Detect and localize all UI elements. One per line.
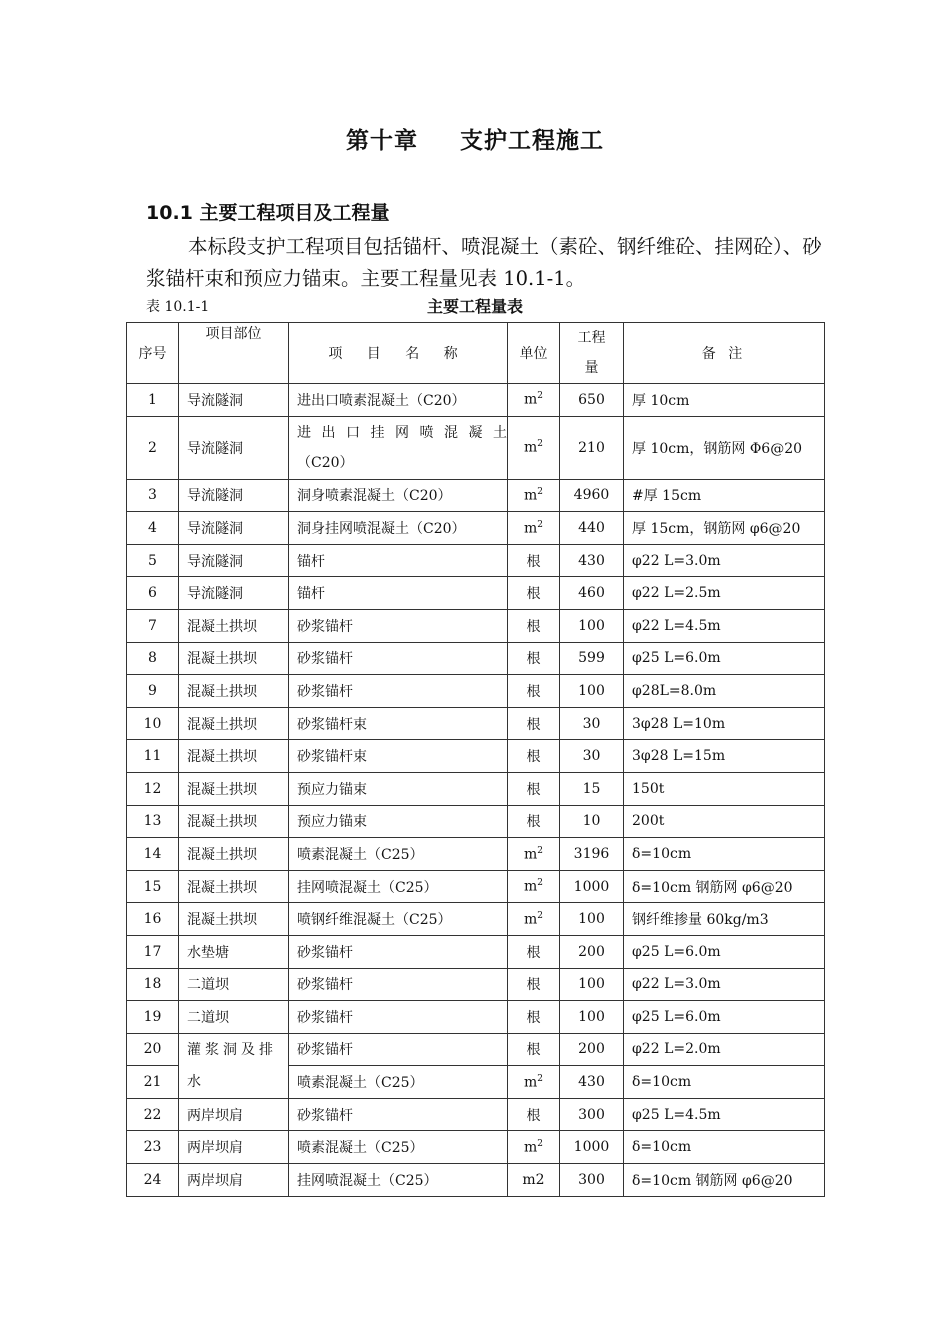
row-location: 混凝土拱坝	[179, 675, 289, 708]
row-unit-text: 根	[526, 586, 541, 603]
row-note: 厚 10cm，钢筋网 Φ6@20	[624, 416, 825, 479]
table-header-row	[127, 323, 825, 384]
row-unit	[508, 642, 560, 675]
row-unit	[508, 740, 560, 773]
row-location: 混凝土拱坝	[179, 707, 289, 740]
row-note: φ25 L=6.0m	[624, 935, 825, 968]
row-no: 1	[127, 384, 179, 417]
row-note: φ22 L=2.0m	[624, 1033, 825, 1066]
row-quantity: 440	[560, 512, 624, 545]
table-row	[127, 642, 825, 675]
row-unit-superscript: 2	[537, 487, 543, 498]
section-heading: 10.1 主要工程项目及工程量	[146, 202, 390, 224]
row-unit-text: 根	[526, 651, 541, 668]
row-quantity: 200	[560, 1033, 624, 1066]
row-unit-superscript: 2	[537, 878, 543, 889]
row-name: 锚杆	[289, 577, 508, 610]
row-location: 导流隧洞	[179, 512, 289, 545]
row-unit	[508, 1001, 560, 1034]
row-unit	[508, 903, 560, 936]
table-row	[127, 1001, 825, 1034]
row-quantity: 599	[560, 642, 624, 675]
row-note: φ25 L=6.0m	[624, 1001, 825, 1034]
row-note: δ=10cm 钢筋网 φ6@20	[624, 1164, 825, 1197]
row-unit	[508, 1131, 560, 1164]
row-unit-text: m2	[522, 1171, 545, 1188]
row-name: 洞身挂网喷混凝土（C20）	[289, 512, 508, 545]
chapter-name: 支护工程施工	[460, 128, 604, 154]
row-unit-text: m	[523, 1139, 538, 1156]
row-no: 3	[127, 479, 179, 512]
row-note: φ25 L=4.5m	[624, 1098, 825, 1131]
row-note: 200t	[624, 805, 825, 838]
table-row	[127, 512, 825, 545]
row-unit-superscript: 2	[537, 519, 543, 530]
row-name: 锚杆	[289, 544, 508, 577]
row-no: 24	[127, 1164, 179, 1197]
header-name: 项 目 名 称	[289, 323, 508, 384]
table-row	[127, 870, 825, 903]
header-quantity	[560, 323, 624, 384]
row-unit	[508, 1098, 560, 1131]
row-location: 混凝土拱坝	[179, 740, 289, 773]
row-location: 混凝土拱坝	[179, 642, 289, 675]
table-row	[127, 384, 825, 417]
row-location: 两岸坝肩	[179, 1131, 289, 1164]
row-note: δ=10cm	[624, 1066, 825, 1099]
table-row	[127, 544, 825, 577]
row-quantity: 100	[560, 903, 624, 936]
row-unit	[508, 1164, 560, 1197]
row-no: 6	[127, 577, 179, 610]
row-location: 混凝土拱坝	[179, 903, 289, 936]
row-unit-text: 根	[526, 977, 541, 994]
row-unit-text: m	[523, 439, 538, 456]
row-quantity: 650	[560, 384, 624, 417]
row-name: 砂浆锚杆	[289, 968, 508, 1001]
row-unit	[508, 805, 560, 838]
row-no: 15	[127, 870, 179, 903]
row-no: 17	[127, 935, 179, 968]
row-unit	[508, 479, 560, 512]
row-unit-text: 根	[526, 944, 541, 961]
row-location: 两岸坝肩	[179, 1164, 289, 1197]
table-row	[127, 772, 825, 805]
row-note: φ25 L=6.0m	[624, 642, 825, 675]
row-unit-text: m	[523, 911, 538, 928]
header-quantity-line1: 工程	[577, 330, 606, 346]
row-unit-superscript: 2	[537, 439, 543, 450]
row-location: 混凝土拱坝	[179, 772, 289, 805]
row-location-line2: 水	[187, 1073, 205, 1090]
row-name: 喷素混凝土（C25）	[289, 1131, 508, 1164]
row-note: δ=10cm	[624, 1131, 825, 1164]
row-no: 7	[127, 609, 179, 642]
row-unit-text: 根	[526, 749, 541, 766]
row-quantity: 460	[560, 577, 624, 610]
row-unit	[508, 1066, 560, 1099]
chapter-number: 第十章	[346, 128, 418, 154]
row-location: 导流隧洞	[179, 416, 289, 479]
row-unit-text: m	[523, 878, 538, 895]
row-unit-superscript: 2	[537, 910, 543, 921]
header-no: 序号	[127, 323, 179, 384]
row-quantity: 1000	[560, 870, 624, 903]
table-row	[127, 1164, 825, 1197]
row-unit-text: m	[523, 520, 538, 537]
row-unit-text: 根	[526, 1009, 541, 1026]
row-location: 水垫塘	[179, 935, 289, 968]
row-quantity: 30	[560, 740, 624, 773]
row-quantity: 300	[560, 1098, 624, 1131]
row-note: 150t	[624, 772, 825, 805]
table-row	[127, 935, 825, 968]
row-unit-superscript: 2	[537, 1073, 543, 1084]
row-unit-superscript: 2	[537, 1138, 543, 1149]
row-location: 导流隧洞	[179, 479, 289, 512]
row-name: 挂网喷混凝土（C25）	[289, 870, 508, 903]
row-unit-text: 根	[526, 716, 541, 733]
row-no: 22	[127, 1098, 179, 1131]
row-no: 2	[127, 416, 179, 479]
table-row	[127, 609, 825, 642]
table-title: 主要工程量表	[426, 297, 523, 316]
row-unit-text: 根	[526, 618, 541, 635]
row-no: 9	[127, 675, 179, 708]
header-unit: 单位	[508, 323, 560, 384]
row-name: 砂浆锚杆	[289, 1098, 508, 1131]
row-unit	[508, 838, 560, 871]
row-note: δ=10cm 钢筋网 φ6@20	[624, 870, 825, 903]
row-unit-text: m	[523, 846, 538, 863]
row-quantity: 100	[560, 675, 624, 708]
row-unit-text: 根	[526, 553, 541, 570]
row-unit	[508, 772, 560, 805]
row-name: 预应力锚束	[289, 805, 508, 838]
header-note: 备 注	[624, 323, 825, 384]
row-note: φ22 L=4.5m	[624, 609, 825, 642]
row-unit	[508, 512, 560, 545]
row-no: 21	[127, 1066, 179, 1099]
row-note: 3φ28 L=15m	[624, 740, 825, 773]
row-no: 13	[127, 805, 179, 838]
row-unit	[508, 544, 560, 577]
row-name: 挂网喷混凝土（C25）	[289, 1164, 508, 1197]
row-unit	[508, 870, 560, 903]
row-unit	[508, 707, 560, 740]
row-quantity: 15	[560, 772, 624, 805]
row-no: 23	[127, 1131, 179, 1164]
row-name: 砂浆锚杆	[289, 1033, 508, 1066]
row-unit	[508, 968, 560, 1001]
row-quantity: 100	[560, 609, 624, 642]
row-note: δ=10cm	[624, 838, 825, 871]
row-location: 导流隧洞	[179, 544, 289, 577]
row-unit	[508, 609, 560, 642]
row-no: 4	[127, 512, 179, 545]
row-location: 混凝土拱坝	[179, 609, 289, 642]
row-unit	[508, 577, 560, 610]
row-unit-text: 根	[526, 1107, 541, 1124]
row-unit	[508, 1033, 560, 1066]
row-unit-text: m	[523, 392, 538, 409]
table-row	[127, 1098, 825, 1131]
header-quantity-line2: 量	[584, 360, 599, 376]
row-name: 进 出 口 挂 网 喷 混 凝 土（C20）	[289, 416, 508, 479]
table-row	[127, 707, 825, 740]
chapter-title	[0, 122, 950, 155]
row-quantity: 4960	[560, 479, 624, 512]
row-location: 导流隧洞	[179, 384, 289, 417]
row-note: 钢纤维掺量 60kg/m3	[624, 903, 825, 936]
row-no: 8	[127, 642, 179, 675]
row-no: 12	[127, 772, 179, 805]
row-unit	[508, 416, 560, 479]
row-no: 16	[127, 903, 179, 936]
row-location: 混凝土拱坝	[179, 838, 289, 871]
row-name: 砂浆锚杆	[289, 1001, 508, 1034]
row-name: 砂浆锚杆	[289, 609, 508, 642]
row-quantity: 100	[560, 968, 624, 1001]
row-name: 砂浆锚杆	[289, 935, 508, 968]
row-quantity: 200	[560, 935, 624, 968]
row-unit-text: m	[523, 1074, 538, 1091]
row-unit-text: 根	[526, 781, 541, 798]
row-no: 10	[127, 707, 179, 740]
row-unit	[508, 935, 560, 968]
table-row	[127, 805, 825, 838]
row-location	[179, 1033, 289, 1098]
row-quantity: 3196	[560, 838, 624, 871]
row-quantity: 300	[560, 1164, 624, 1197]
table-row	[127, 1131, 825, 1164]
table-row	[127, 577, 825, 610]
row-name: 喷素混凝土（C25）	[289, 1066, 508, 1099]
row-note: φ22 L=3.0m	[624, 544, 825, 577]
row-unit-superscript: 2	[537, 391, 543, 402]
row-unit-text: 根	[526, 814, 541, 831]
row-note: φ22 L=3.0m	[624, 968, 825, 1001]
row-unit-text: 根	[526, 1042, 541, 1059]
quantities-table	[126, 322, 825, 1197]
row-location: 导流隧洞	[179, 577, 289, 610]
table-row	[127, 968, 825, 1001]
table-row	[127, 740, 825, 773]
row-name: 喷钢纤维混凝土（C25）	[289, 903, 508, 936]
row-name: 砂浆锚杆	[289, 642, 508, 675]
row-name: 喷素混凝土（C25）	[289, 838, 508, 871]
table-row	[127, 675, 825, 708]
row-no: 19	[127, 1001, 179, 1034]
table-row	[127, 479, 825, 512]
row-no: 20	[127, 1033, 179, 1066]
row-name: 预应力锚束	[289, 772, 508, 805]
row-quantity: 430	[560, 1066, 624, 1099]
row-no: 18	[127, 968, 179, 1001]
row-note: #厚 15cm	[624, 479, 825, 512]
row-note: φ28L=8.0m	[624, 675, 825, 708]
table-row	[127, 416, 825, 479]
row-unit	[508, 384, 560, 417]
row-location: 二道坝	[179, 1001, 289, 1034]
row-name: 砂浆锚杆束	[289, 740, 508, 773]
header-location: 项目部位	[179, 323, 289, 384]
row-quantity: 210	[560, 416, 624, 479]
row-location-line1: 灌浆洞及排	[187, 1041, 277, 1058]
table-caption: 表 10.1-1	[146, 299, 210, 315]
row-note: 厚 10cm	[624, 384, 825, 417]
row-quantity: 100	[560, 1001, 624, 1034]
row-no: 11	[127, 740, 179, 773]
table-row	[127, 838, 825, 871]
row-unit-text: 根	[526, 683, 541, 700]
row-unit-text: m	[523, 487, 538, 504]
row-unit-superscript: 2	[537, 845, 543, 856]
table-row	[127, 903, 825, 936]
row-location: 混凝土拱坝	[179, 870, 289, 903]
row-note: 厚 15cm，钢筋网 φ6@20	[624, 512, 825, 545]
row-location: 两岸坝肩	[179, 1098, 289, 1131]
row-no: 14	[127, 838, 179, 871]
row-unit	[508, 675, 560, 708]
row-name: 砂浆锚杆束	[289, 707, 508, 740]
row-no: 5	[127, 544, 179, 577]
row-quantity: 430	[560, 544, 624, 577]
row-name: 进出口喷素混凝土（C20）	[289, 384, 508, 417]
row-quantity: 30	[560, 707, 624, 740]
row-quantity: 10	[560, 805, 624, 838]
row-name: 洞身喷素混凝土（C20）	[289, 479, 508, 512]
row-quantity: 1000	[560, 1131, 624, 1164]
table-row	[127, 1033, 825, 1066]
row-name: 砂浆锚杆	[289, 675, 508, 708]
row-note: φ22 L=2.5m	[624, 577, 825, 610]
row-location: 混凝土拱坝	[179, 805, 289, 838]
row-location: 二道坝	[179, 968, 289, 1001]
intro-paragraph: 本标段支护工程项目包括锚杆、喷混凝土（素砼、钢纤维砼、挂网砼）、砂浆锚杆束和预应力锚束。主要工程量见表 10.1-1。	[146, 235, 822, 290]
row-note: 3φ28 L=10m	[624, 707, 825, 740]
